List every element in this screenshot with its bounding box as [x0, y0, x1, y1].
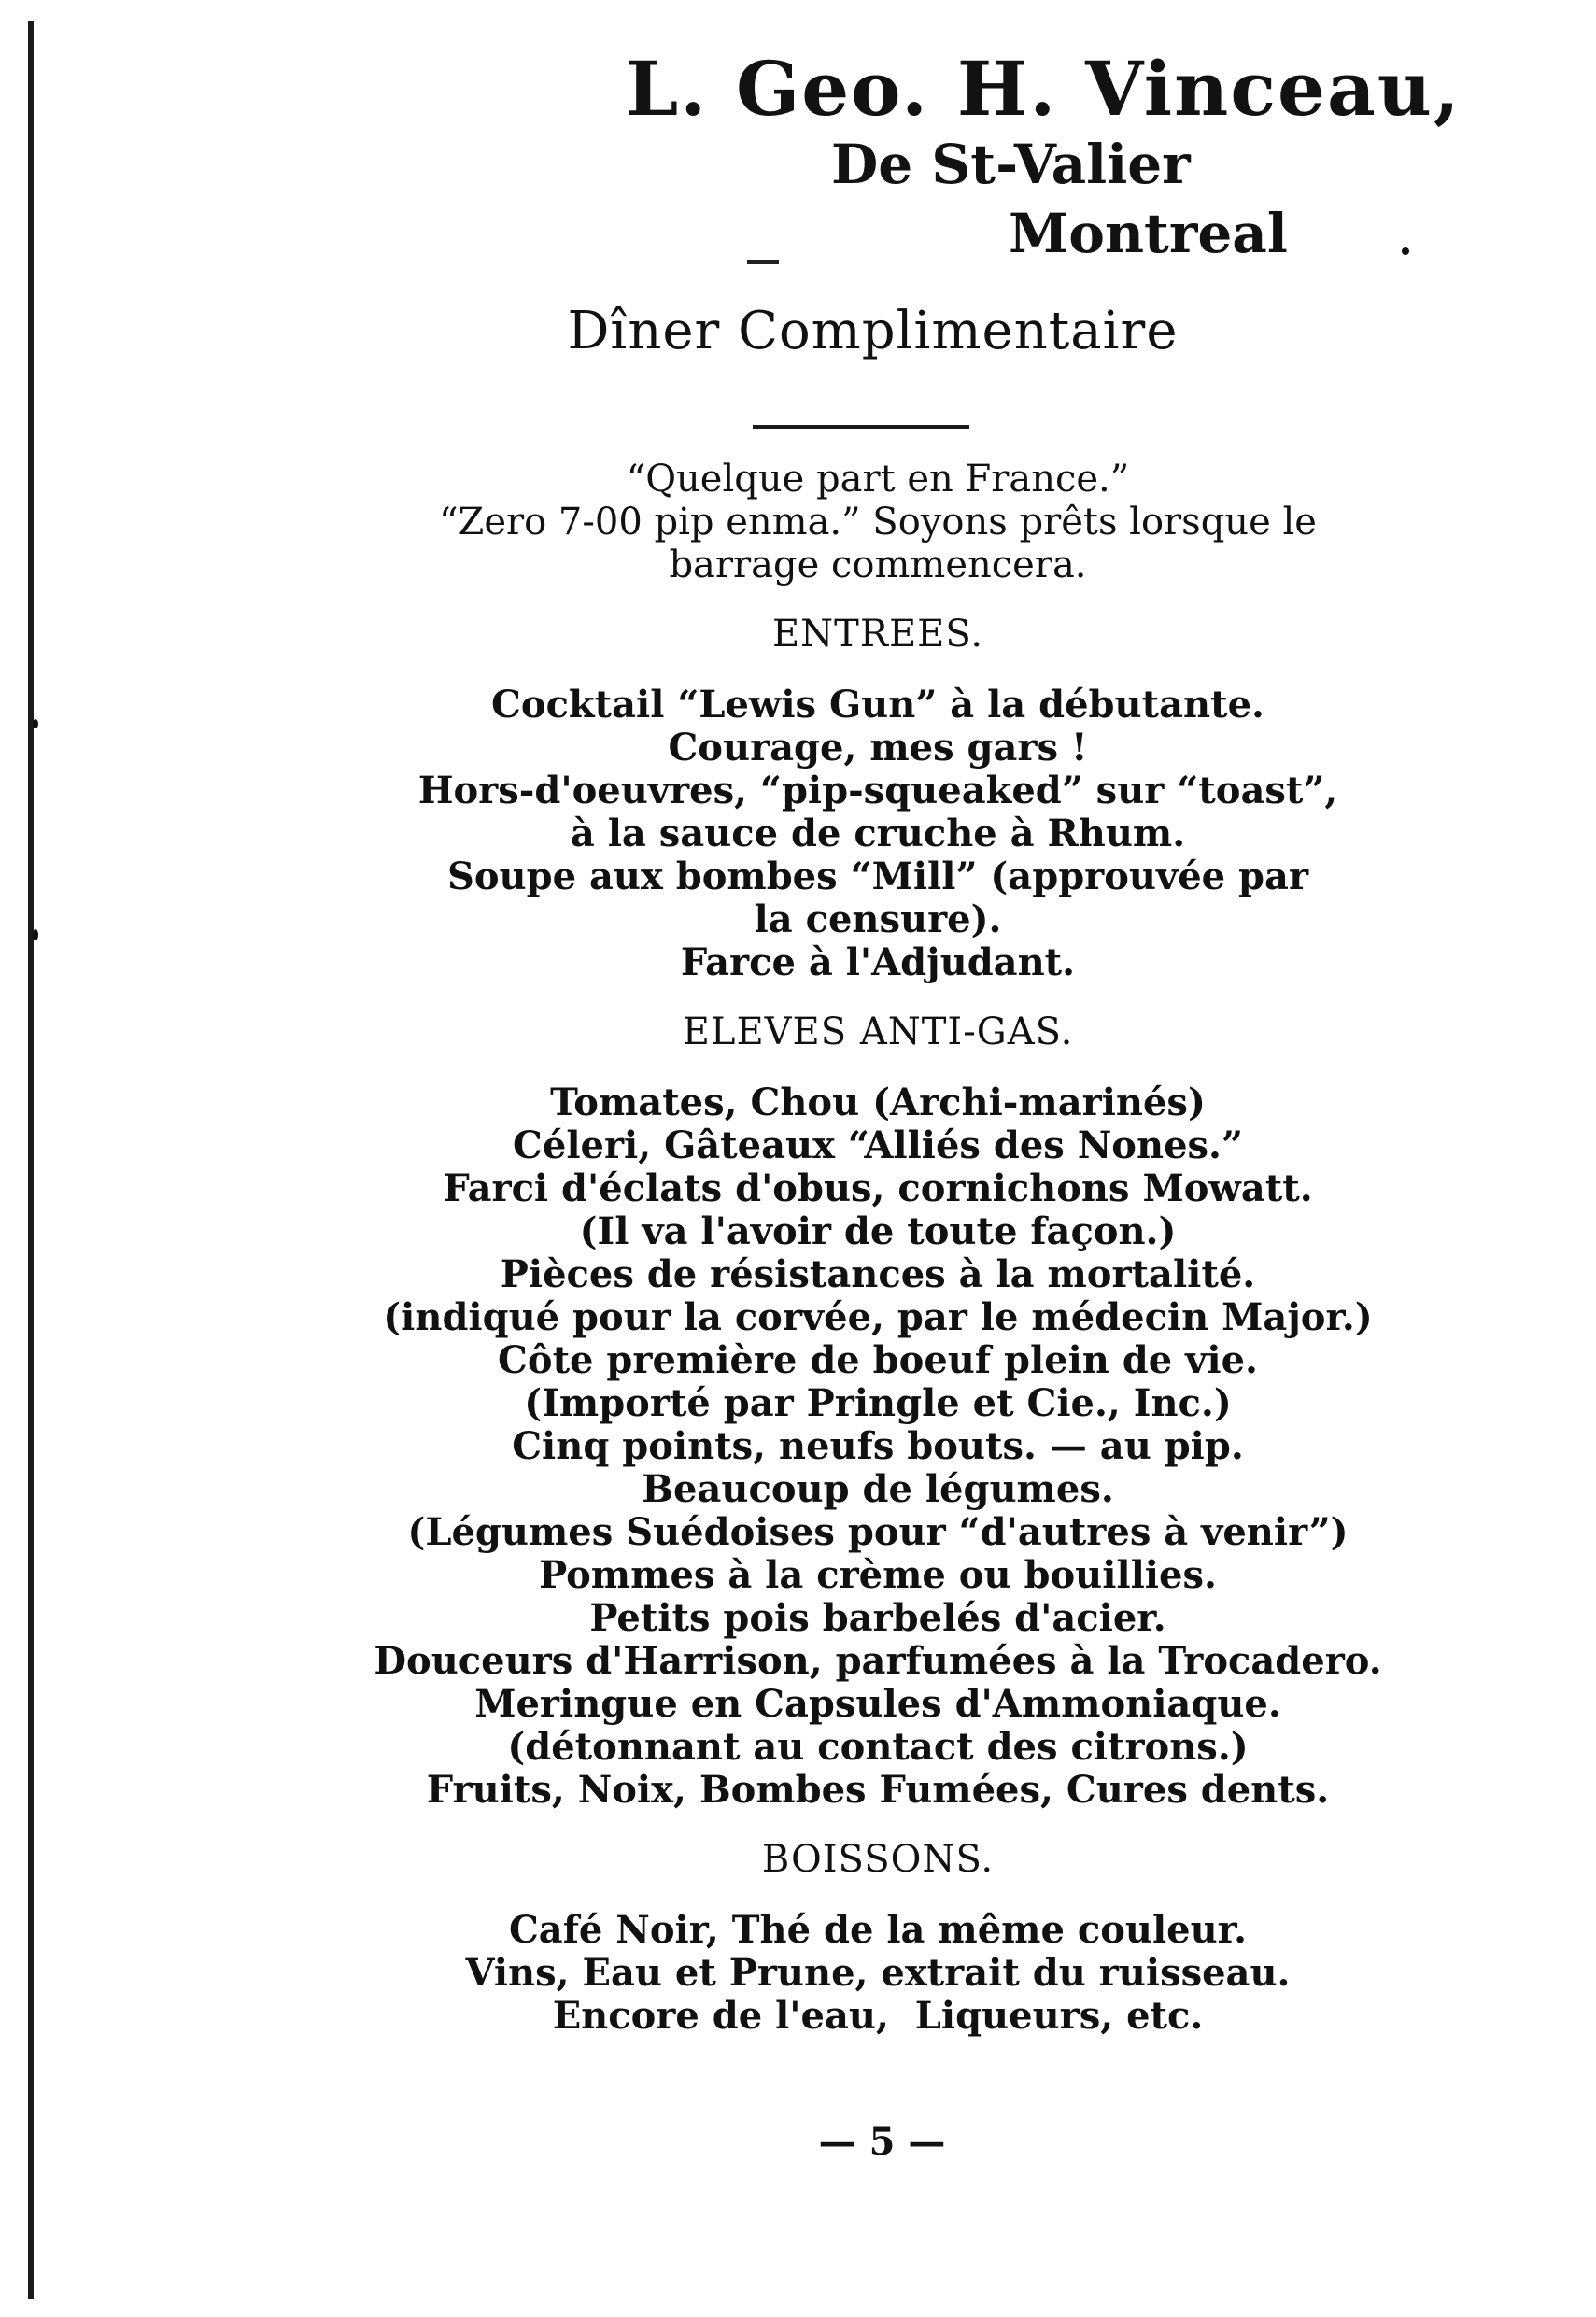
menu-item: Encore de l'eau, Liqueurs, etc. — [552, 1994, 1204, 2038]
menu-item: Meringue en Capsules d'Ammoniaque. — [474, 1682, 1281, 1726]
menu-item: (indiqué pour la corvée, par le médecin Major.) — [383, 1295, 1373, 1339]
section-eleves-anti-gas — [308, 1010, 1448, 1812]
menu-item: Farci d'éclats d'obus, cornichons Mowatt. — [443, 1166, 1313, 1210]
menu-item: Courage, mes gars ! — [668, 726, 1088, 770]
section-heading: BOISSONS. — [761, 1838, 995, 1881]
menu-content — [308, 458, 1448, 2038]
ink-speck — [1402, 247, 1409, 255]
menu-item: Céleri, Gâteaux “Alliés des Nones.” — [513, 1123, 1243, 1167]
menu-item: Petits pois barbelés d'acier. — [589, 1596, 1166, 1640]
menu-item: Café Noir, Thé de la même couleur. — [508, 1908, 1248, 1952]
section-entrees — [308, 613, 1448, 984]
menu-item: Cinq points, neufs bouts. — au pip. — [512, 1424, 1244, 1468]
stamp-street: De St-Valier — [831, 133, 1191, 196]
menu-item: (Il va l'avoir de toute façon.) — [579, 1209, 1177, 1253]
ink-speck — [33, 929, 38, 940]
header-stamp — [598, 35, 1462, 269]
menu-item: Pièces de résistances à la mortalité. — [500, 1252, 1256, 1296]
intro-line: “Quelque part en France.” — [626, 458, 1130, 501]
ink-speck — [33, 719, 38, 728]
section-boissons — [308, 1838, 1448, 2038]
menu-item: Fruits, Noix, Bombes Fumées, Cures dents. — [426, 1768, 1330, 1812]
section-heading: ELEVES ANTI-GAS. — [682, 1010, 1074, 1053]
stamp-dash — [747, 260, 779, 264]
title-rule — [753, 425, 969, 429]
menu-item: Beaucoup de légumes. — [642, 1467, 1114, 1511]
stamp-name: L. Geo. H. Vinceau, — [626, 45, 1462, 133]
menu-item: la censure). — [754, 897, 1002, 941]
menu-item: (détonnant au contact des citrons.) — [507, 1725, 1249, 1769]
menu-item: Douceurs d'Harrison, parfumées à la Trocadero. — [374, 1639, 1382, 1683]
stamp-city: Montreal — [1009, 202, 1288, 265]
menu-item: Farce à l'Adjudant. — [680, 940, 1076, 984]
menu-item: à la sauce de cruche à Rhum. — [570, 812, 1186, 855]
menu-item: Tomates, Chou (Archi-marinés) — [550, 1081, 1206, 1124]
page-title: Dîner Complimentaire — [567, 301, 1179, 361]
intro-line: “Zero 7-00 pip enma.” Soyons prêts lorsque le — [439, 501, 1317, 544]
intro-block — [308, 458, 1448, 586]
menu-item: Pommes à la crème ou bouillies. — [539, 1553, 1217, 1597]
menu-item: Vins, Eau et Prune, extrait du ruisseau. — [465, 1951, 1291, 1995]
menu-item: Cocktail “Lewis Gun” à la débutante. — [491, 683, 1264, 727]
intro-line: barrage commencera. — [669, 544, 1087, 586]
menu-item: (Légumes Suédoises pour “d'autres à venir”) — [407, 1510, 1349, 1554]
section-heading: ENTREES. — [771, 613, 984, 656]
page-number: — 5 — — [818, 2120, 946, 2164]
menu-item: Hors-d'oeuvres, “pip-squeaked” sur “toast”, — [417, 769, 1338, 812]
menu-item: Soupe aux bombes “Mill” (approuvée par — [446, 855, 1309, 898]
left-margin-rule — [28, 21, 34, 2299]
menu-item: Côte première de boeuf plein de vie. — [498, 1338, 1258, 1382]
menu-item: (Importé par Pringle et Cie., Inc.) — [524, 1381, 1232, 1425]
